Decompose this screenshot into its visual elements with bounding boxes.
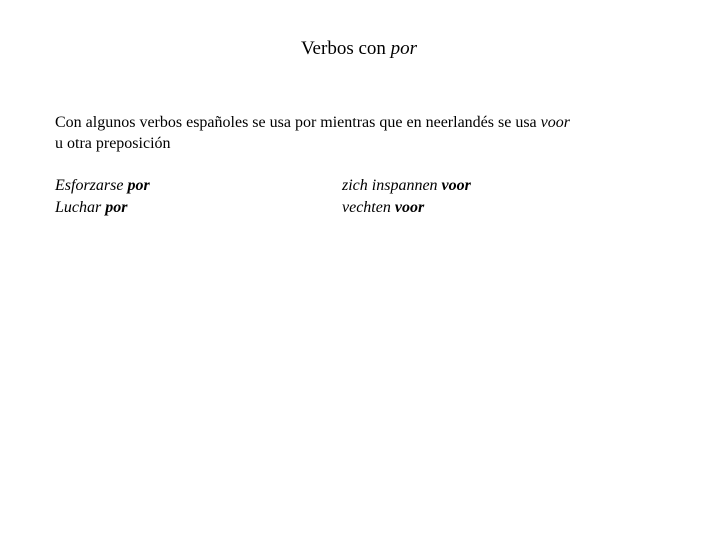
verb-row <box>55 197 675 219</box>
intro-emphasis: voor <box>540 114 570 131</box>
title-emphasis: por <box>390 38 418 59</box>
spanish-verb <box>55 175 150 197</box>
dutch-verb <box>342 197 424 219</box>
dutch-verb-text: zich inspannen <box>342 177 438 194</box>
intro-paragraph <box>55 112 695 154</box>
slide-title <box>0 36 720 62</box>
dutch-preposition: voor <box>441 177 471 194</box>
dutch-preposition: voor <box>394 199 425 216</box>
intro-text-continued: u otra preposición <box>55 135 171 152</box>
spanish-verb <box>55 197 127 219</box>
spanish-preposition: por <box>105 199 128 216</box>
verb-list <box>55 175 675 219</box>
title-line <box>301 36 417 62</box>
title-text: Verbos con <box>300 38 386 59</box>
verb-row <box>55 175 675 197</box>
spanish-preposition: por <box>127 177 150 194</box>
dutch-verb <box>342 175 471 197</box>
spanish-verb-text: Esforzarse <box>55 177 124 194</box>
intro-text: Con algunos verbos españoles se usa por mientras que en neerlandés se usa <box>55 114 537 131</box>
dutch-verb-text: vechten <box>342 199 391 216</box>
spanish-verb-text: Luchar <box>55 199 102 216</box>
